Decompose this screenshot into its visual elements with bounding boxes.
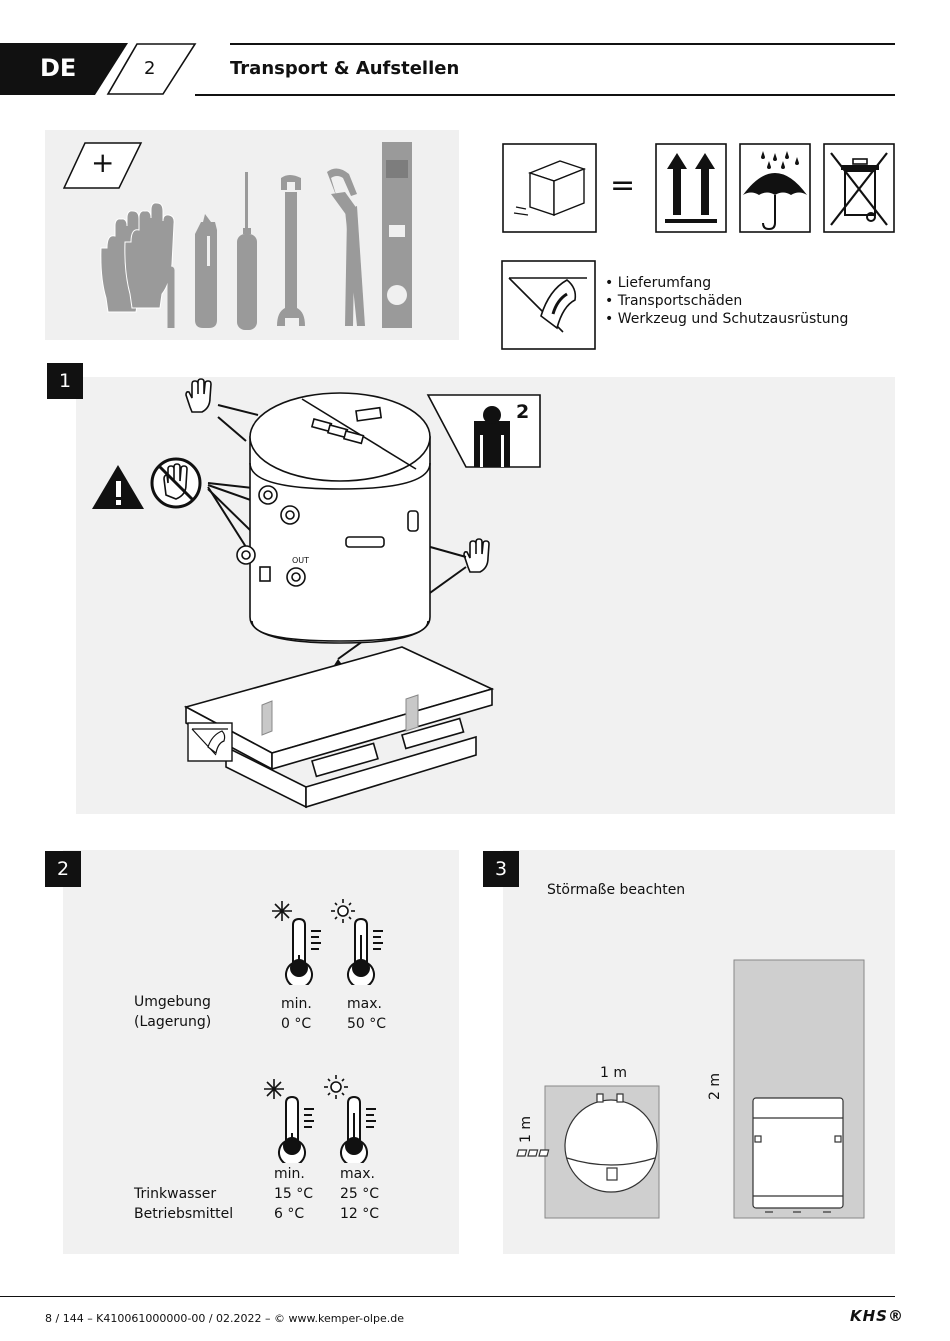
wrench-icon: [277, 175, 305, 326]
footer-text: 8 / 144 – K410061000000-00 / 02.2022 – © www.kemper-olpe.de: [45, 1312, 404, 1325]
language-code: DE: [40, 54, 77, 82]
no-touch-icon: [152, 459, 200, 507]
step2-panel: [63, 850, 459, 1254]
ambient-label-line2: (Lagerung): [134, 1014, 212, 1030]
ambient-label-line1: Umgebung: [134, 994, 211, 1010]
operating-medium-max: 12 °C: [340, 1206, 380, 1222]
footer-rule: [0, 1296, 895, 1297]
operating-medium-min: 6 °C: [274, 1206, 305, 1222]
tools-panel: [45, 130, 459, 340]
drinking-water-min: 15 °C: [274, 1186, 314, 1202]
gloves-icon: [101, 203, 174, 312]
warning-icon: [92, 465, 144, 509]
water-heater-tank: [237, 393, 430, 643]
thermometer-hot-icon: [348, 919, 383, 985]
thermometer-hot-icon: [341, 1097, 376, 1163]
step1-illustration: [76, 377, 895, 814]
depth-label: 1 m: [518, 1116, 534, 1143]
ambient-label: [134, 992, 211, 1032]
max-label: max.: [347, 996, 382, 1012]
snowflake-icon: [272, 901, 292, 921]
snowflake-icon: [264, 1079, 284, 1099]
weee-disposal-icon: [823, 143, 895, 233]
hand-icon: [186, 379, 211, 412]
header: [0, 40, 950, 100]
tank-top-view: [517, 1094, 657, 1192]
checklist-item: • Werkzeug und Schutzausrüstung: [605, 311, 849, 327]
unpacked-box-icon: [502, 143, 597, 233]
drinking-water-max: 25 °C: [340, 1186, 380, 1202]
this-way-up-icon: [655, 143, 727, 233]
check-delivery-icon: [501, 260, 596, 350]
thermometer-cold-icon: [286, 919, 321, 985]
drinking-water-label: Trinkwasser: [134, 1186, 217, 1202]
water-max: [340, 1164, 379, 1224]
max-label: max.: [340, 1166, 375, 1182]
checklist-item-label: Werkzeug und Schutzausrüstung: [617, 311, 849, 327]
thermometer-cold-icon: [279, 1097, 314, 1163]
checklist-item-label: Lieferumfang: [617, 275, 712, 291]
step2-number: 2: [45, 851, 81, 887]
ambient-max: [347, 994, 386, 1034]
ambient-max-value: 50 °C: [347, 1016, 387, 1032]
check-delivery-small-icon: [188, 723, 232, 761]
header-rule-top: [230, 43, 895, 45]
ambient-min: [281, 994, 312, 1034]
spirit-level-icon: [382, 142, 412, 328]
min-label: min.: [274, 1166, 305, 1182]
tools-illustration: [45, 130, 459, 340]
water-min: [274, 1164, 313, 1224]
inspection-checklist: [605, 273, 848, 329]
hand-icon: [464, 539, 489, 572]
water-thermometers: [260, 1073, 390, 1163]
checklist-item: • Transportschäden: [605, 293, 743, 309]
width-label: 1 m: [600, 1065, 627, 1081]
step1-number: 1: [47, 363, 83, 399]
plus-icon: +: [91, 146, 115, 179]
pliers-icon: [327, 168, 365, 326]
step3-number: 3: [483, 851, 519, 887]
step3-title: Störmaße beachten: [547, 882, 686, 898]
persons-count: 2: [516, 401, 530, 423]
page-title: Transport & Aufstellen: [230, 58, 460, 79]
height-label: 2 m: [707, 1073, 723, 1100]
min-label: min.: [281, 996, 312, 1012]
clearance-diagram: [503, 850, 895, 1254]
ambient-thermometers: [265, 895, 395, 985]
equals-sign: =: [610, 168, 636, 203]
keep-dry-icon: [739, 143, 811, 233]
cutter-knife-icon: [195, 214, 217, 328]
brand-logo: KHS®: [850, 1307, 904, 1325]
checklist-item-label: Transportschäden: [617, 293, 743, 309]
ambient-min-value: 0 °C: [281, 1016, 312, 1032]
chapter-number: 2: [144, 58, 156, 79]
operating-medium-label: Betriebsmittel: [134, 1206, 234, 1222]
header-rule-bottom: [195, 94, 895, 96]
out-label: OUT: [292, 556, 310, 565]
tank-side-view: [753, 1098, 843, 1212]
water-labels: [134, 1184, 233, 1224]
sun-icon: [331, 899, 355, 923]
screwdriver-icon: [237, 172, 257, 330]
sun-icon: [324, 1075, 348, 1099]
checklist-item: • Lieferumfang: [605, 275, 712, 291]
